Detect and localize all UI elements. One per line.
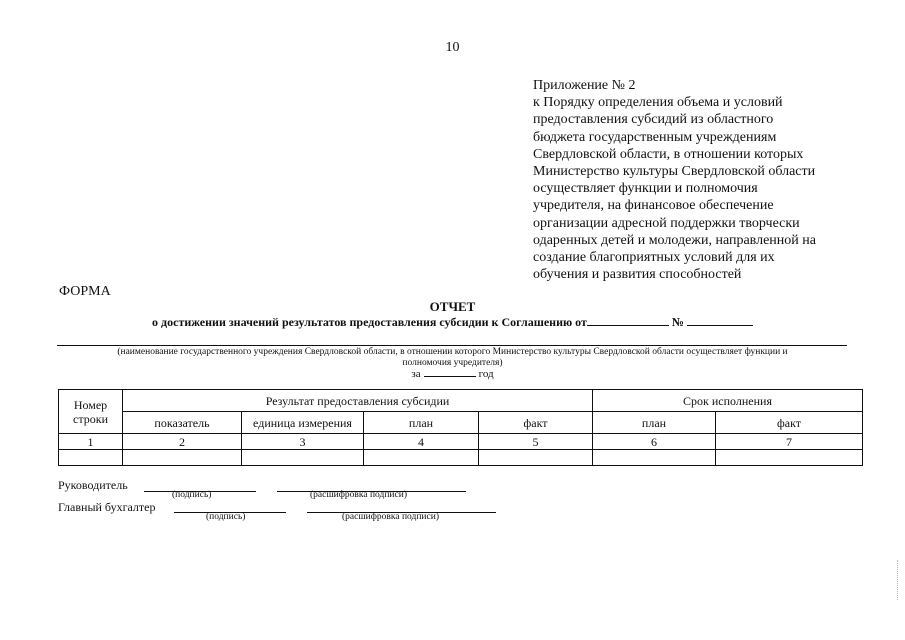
column-header-unit: единица измерения: [242, 412, 364, 434]
organization-hint-line2: полномочия учредителя): [402, 357, 503, 368]
appendix-line: бюджета государственным учреждениям: [533, 129, 777, 145]
report-subtitle: [0, 315, 905, 330]
form-label: ФОРМА: [59, 284, 111, 299]
row-number-header: Номер строки: [59, 390, 123, 434]
table-empty-row: [59, 450, 863, 466]
appendix-line: к Порядку определения объема и условий: [533, 95, 783, 111]
table-index-row: [59, 434, 863, 450]
column-header-indicator: показатель: [123, 412, 242, 434]
result-group-header: Результат предоставления субсидии: [123, 390, 593, 412]
appendix-line: одаренных детей и молодежи, направленной на: [533, 232, 816, 248]
column-header-fact: факт: [479, 412, 593, 434]
year-prefix: за: [411, 368, 421, 380]
index-cell: 3: [242, 434, 364, 450]
index-cell: 1: [59, 434, 123, 450]
column-header-term-plan: план: [593, 412, 716, 434]
subtitle-number-sign: №: [671, 315, 684, 329]
appendix-line: предоставления субсидий из областного: [533, 112, 774, 128]
report-year: [0, 367, 905, 380]
head-signature-hint: (подпись): [172, 490, 212, 500]
year-suffix: год: [478, 368, 494, 380]
empty-cell[interactable]: [59, 450, 123, 466]
column-header-plan: план: [364, 412, 479, 434]
accountant-label: Главный бухгалтер: [58, 500, 156, 514]
index-cell: 2: [123, 434, 242, 450]
empty-cell[interactable]: [123, 450, 242, 466]
table-subheader-row: [59, 412, 863, 434]
page-number: 10: [445, 40, 460, 55]
appendix-line: Свердловской области, в отношении которых: [533, 146, 804, 162]
index-cell: 6: [593, 434, 716, 450]
subtitle-text: о достижении значений результатов предоставления субсидии к Соглашению от: [152, 315, 587, 329]
appendix-line: учредителя, на финансовое обеспечение: [533, 198, 774, 214]
empty-cell[interactable]: [593, 450, 716, 466]
report-title: ОТЧЕТ: [429, 299, 476, 314]
index-cell: 5: [479, 434, 593, 450]
appendix-line: создание благоприятных условий для их: [533, 250, 775, 266]
accountant-signature-hint: (подпись): [206, 512, 246, 522]
empty-cell[interactable]: [479, 450, 593, 466]
empty-cell[interactable]: [242, 450, 364, 466]
empty-cell[interactable]: [364, 450, 479, 466]
empty-cell[interactable]: [716, 450, 863, 466]
table-header-row: [59, 390, 863, 412]
scan-edge-mark: [897, 560, 901, 600]
head-label: Руководитель: [58, 478, 128, 492]
index-cell: 7: [716, 434, 863, 450]
appendix-line: осуществляет функции и полномочия: [533, 181, 758, 197]
appendix-line: Министерство культуры Свердловской области: [533, 164, 816, 180]
agreement-number-blank[interactable]: [687, 315, 753, 326]
organization-name-line[interactable]: [57, 345, 847, 346]
index-cell: 4: [364, 434, 479, 450]
year-blank[interactable]: [424, 367, 476, 377]
organization-hint: [60, 347, 845, 368]
appendix-line: обучения и развития способностей: [533, 267, 742, 283]
accountant-decoding-hint: (расшифровка подписи): [342, 512, 439, 522]
report-table: [58, 389, 863, 466]
appendix-line: организации адресной поддержки творчески: [533, 215, 800, 231]
organization-hint-line1: (наименование государственного учреждения Свердловской области, в отношении которого Министерство культуры Свердловской области осуществляет функции и: [117, 347, 788, 357]
term-group-header: Срок исполнения: [593, 390, 863, 412]
appendix-block: [533, 77, 863, 283]
head-decoding-hint: (расшифровка подписи): [310, 490, 407, 500]
column-header-term-fact: факт: [716, 412, 863, 434]
agreement-date-blank[interactable]: [587, 315, 669, 326]
appendix-line: Приложение № 2: [533, 78, 636, 93]
